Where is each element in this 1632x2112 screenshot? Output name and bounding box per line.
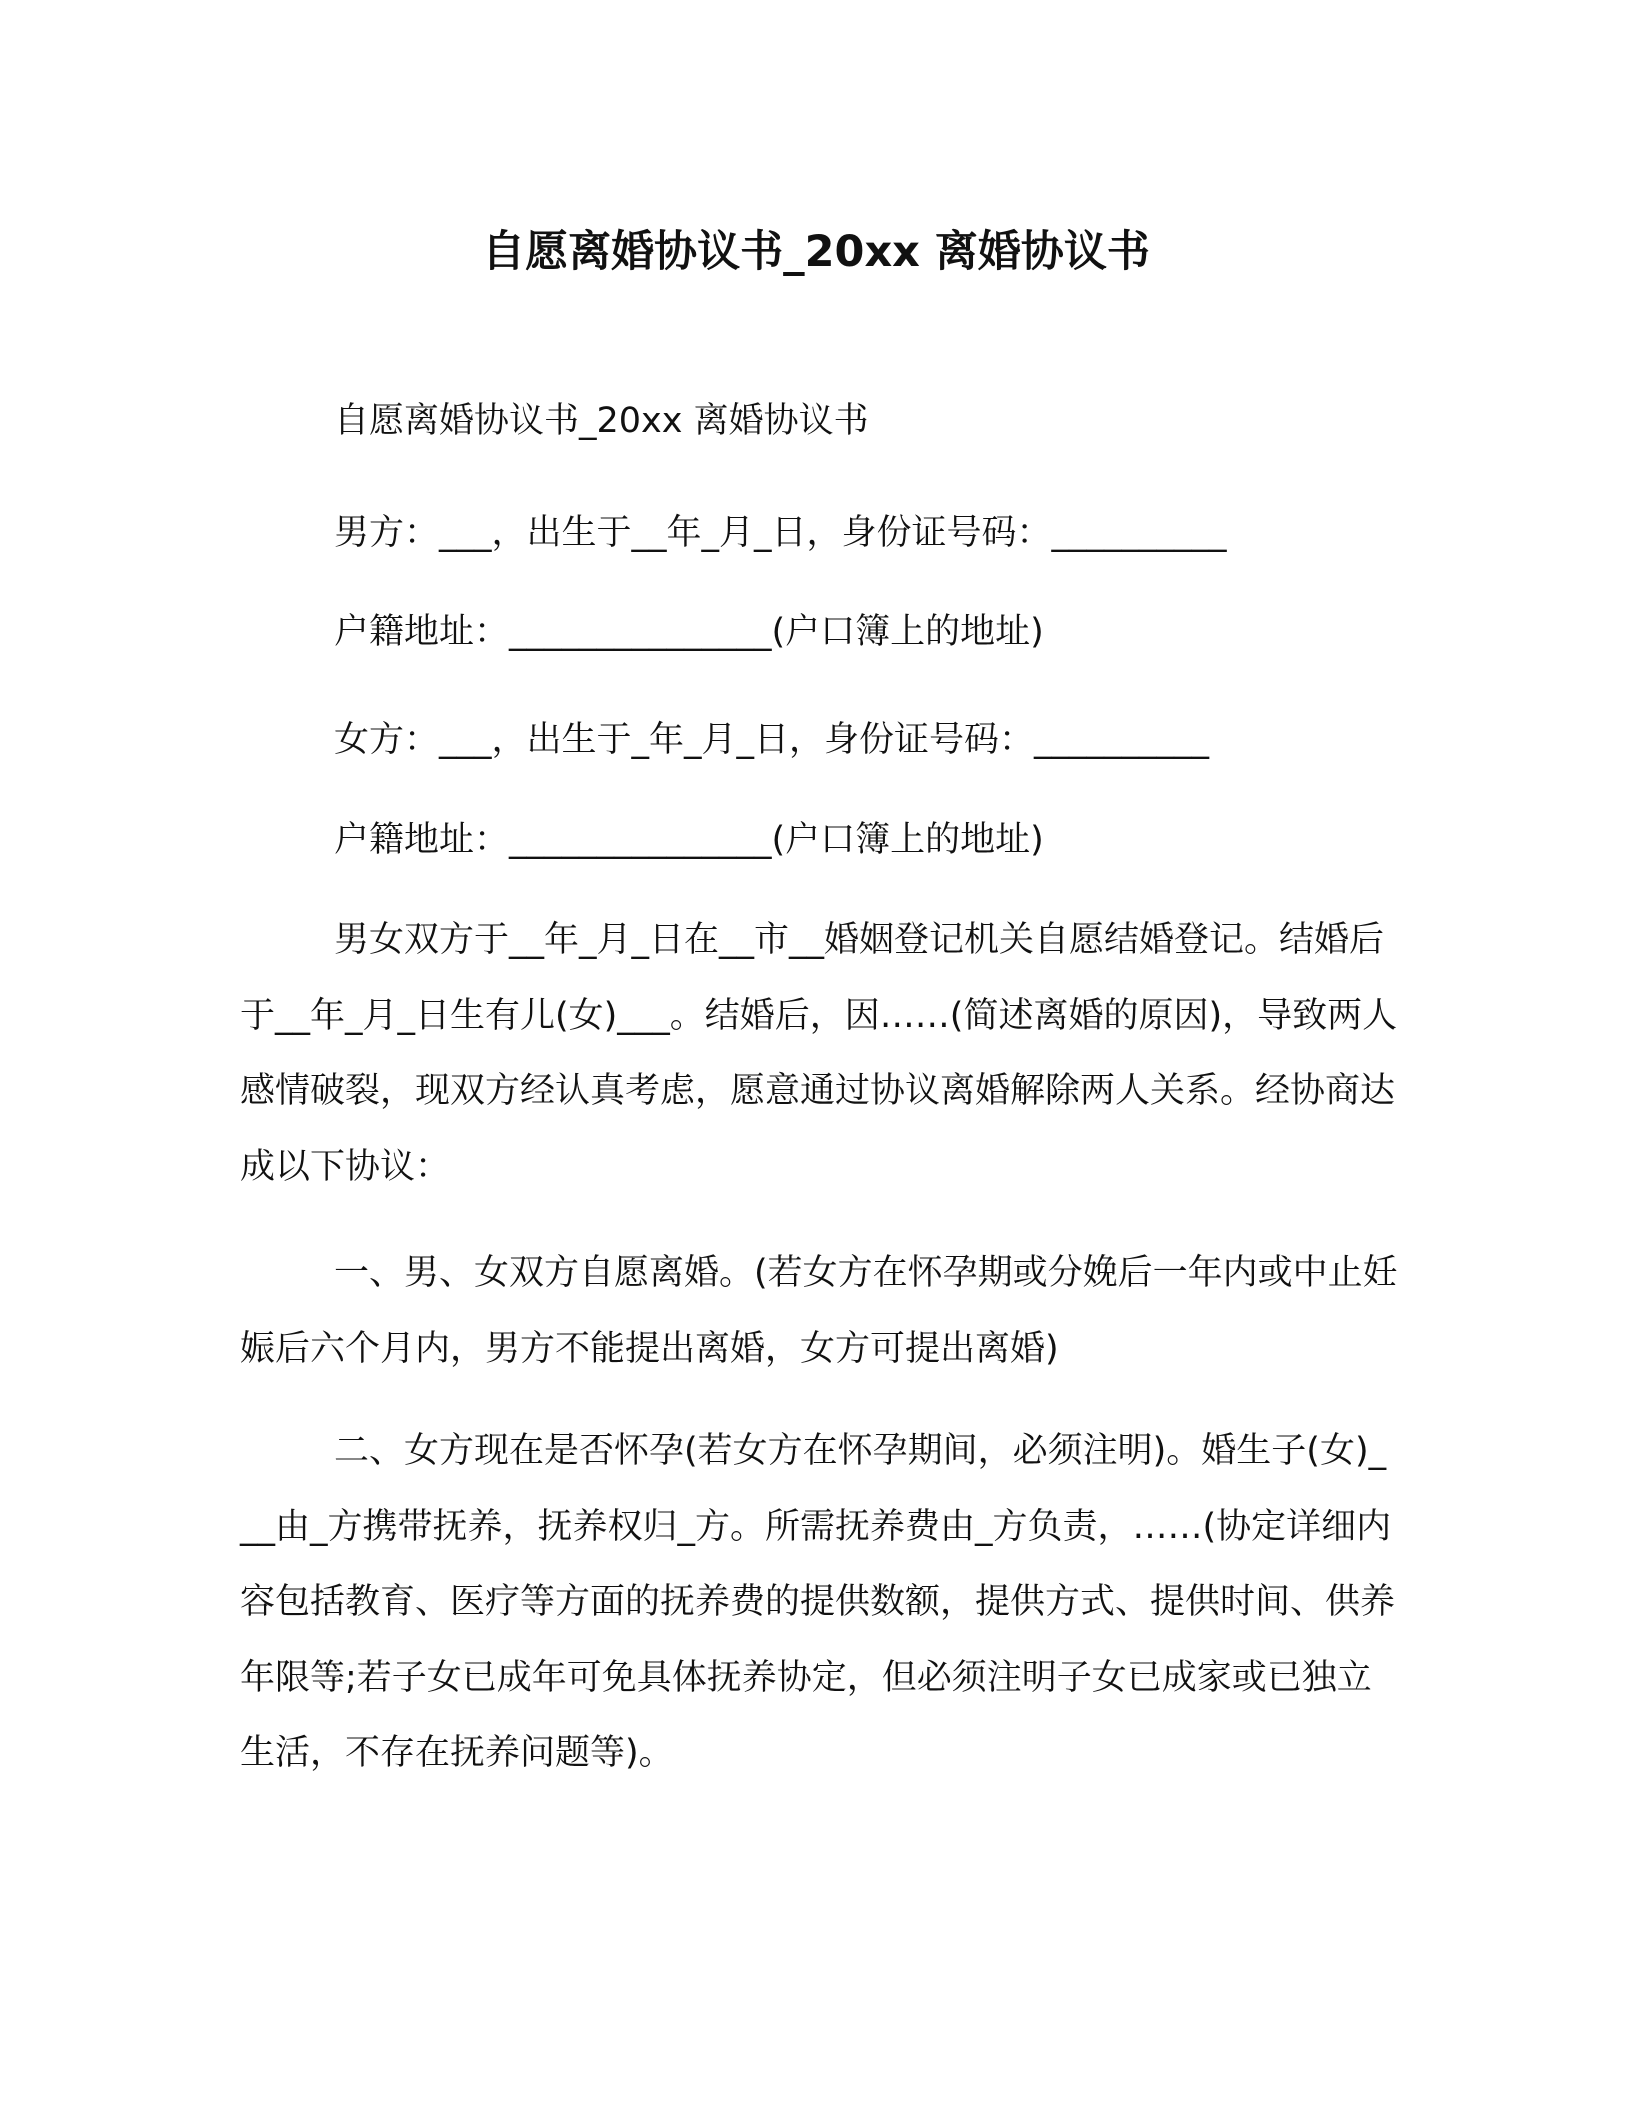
husband-info-line: 男方：___，出生于__年_月_日，身份证号码：__________ [334, 513, 1227, 553]
wife-info-line: 女方：___，出生于_年_月_日，身份证号码：__________ [334, 720, 1210, 760]
husband-address-line: 户籍地址：_______________(户口簿上的地址) [334, 612, 1044, 652]
clause-1-paragraph: 一、男、女双方自愿离婚。(若女方在怀孕期或分娩后一年内或中止妊娠后六个月内，男方不能提出离婚，女方可提出离婚) [240, 1253, 1398, 1369]
document-title: 自愿离婚协议书_20xx 离婚协议书 [482, 227, 1150, 277]
wife-address-line: 户籍地址：_______________(户口簿上的地址) [334, 820, 1044, 860]
clause-2-paragraph: 二、女方现在是否怀孕(若女方在怀孕期间，必须注明)。婚生子(女)___由_方携带抚养，抚养权归_方。所需抚养费由_方负责，……(协定详细内容包括教育、医疗等方面的抚养费的提供数额，提供方式、提供时间、供养年限等;若子女已成年可免具体抚养协定，但必须注明子女已成家或已独立生活，不存在抚养问题等)。 [240, 1431, 1396, 1773]
document-subtitle: 自愿离婚协议书_20xx 离婚协议书 [334, 401, 869, 441]
intro-paragraph: 男女双方于__年_月_日在__市__婚姻登记机关自愿结婚登记。结婚后于__年_月_日生有儿(女)___。结婚后，因……(简述离婚的原因)，导致两人感情破裂，现双方经认真考虑，愿意通过协议离婚解除两人关系。经协商达成以下协议： [240, 920, 1398, 1187]
